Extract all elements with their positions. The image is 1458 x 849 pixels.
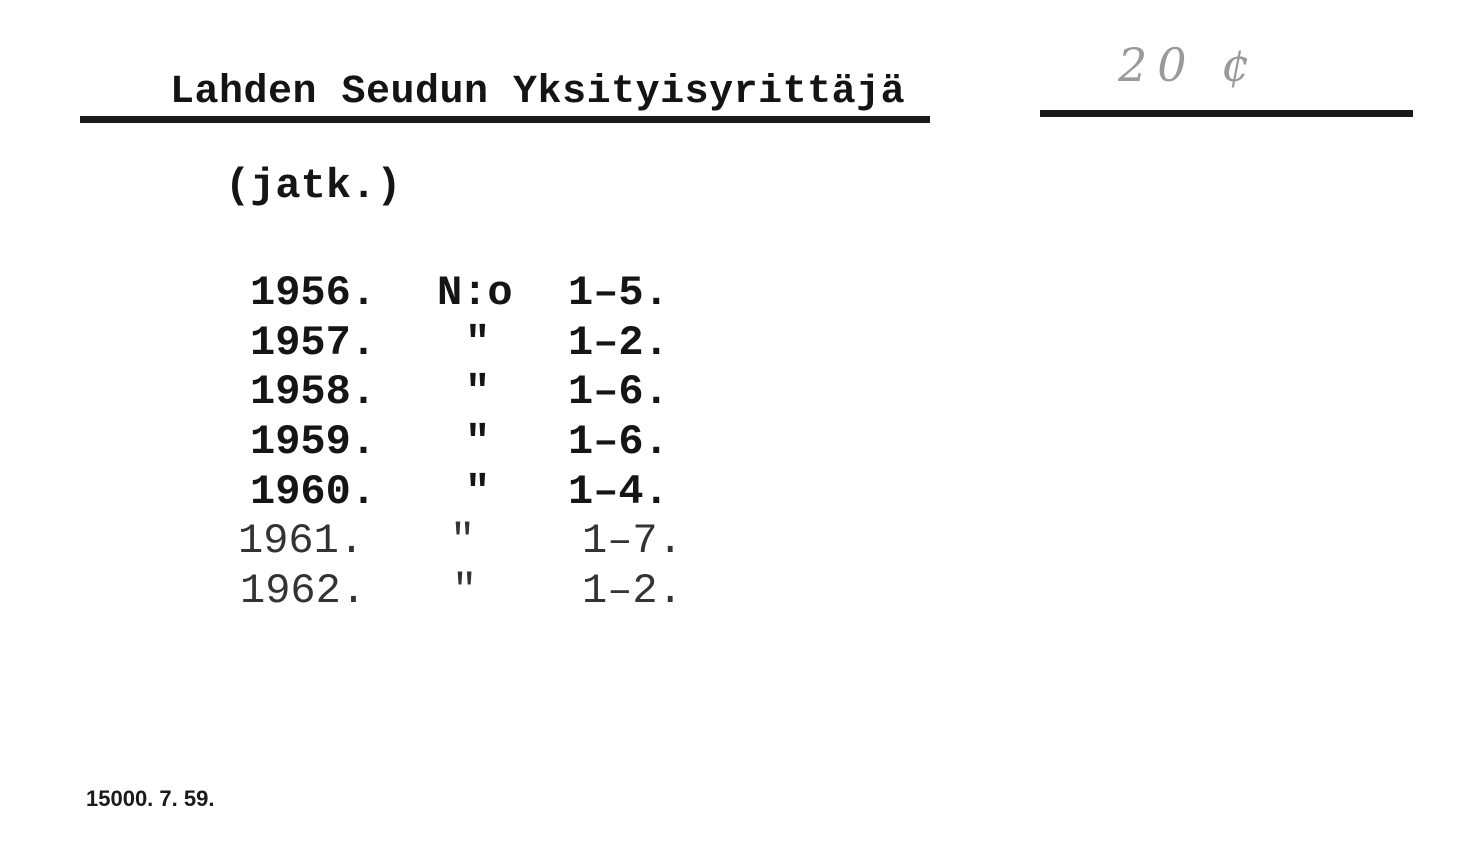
ditto-mark: " — [465, 368, 491, 416]
year: 1961. — [238, 517, 365, 565]
issue-range: 1–2. — [582, 567, 683, 615]
continuation-label: (jatk.) — [225, 162, 402, 210]
issue-label: N:o — [437, 269, 513, 317]
year: 1959. — [250, 418, 377, 466]
ditto-mark: " — [465, 418, 491, 466]
print-run-note: 15000. 7. 59. — [86, 786, 215, 811]
annotation-underline — [1040, 110, 1413, 117]
year: 1956. — [250, 269, 377, 317]
issue-range: 1–7. — [582, 517, 683, 565]
year: 1962. — [240, 567, 367, 615]
handwritten-annotation: 20 ¢ — [1118, 38, 1261, 92]
issue-range: 1–6. — [568, 418, 669, 466]
issue-range: 1–2. — [568, 319, 669, 367]
issue-range: 1–5. — [568, 269, 669, 317]
ditto-mark: " — [452, 567, 478, 615]
card-title: Lahden Seudun Yksityisyrittäjä — [170, 70, 906, 115]
year: 1958. — [250, 368, 377, 416]
issue-range: 1–4. — [568, 468, 669, 516]
ditto-mark: " — [465, 468, 491, 516]
year: 1960. — [250, 468, 377, 516]
ditto-mark: " — [450, 517, 476, 565]
issue-range: 1–6. — [568, 368, 669, 416]
year: 1957. — [250, 319, 377, 367]
ditto-mark: " — [465, 319, 491, 367]
title-underline — [80, 116, 930, 123]
